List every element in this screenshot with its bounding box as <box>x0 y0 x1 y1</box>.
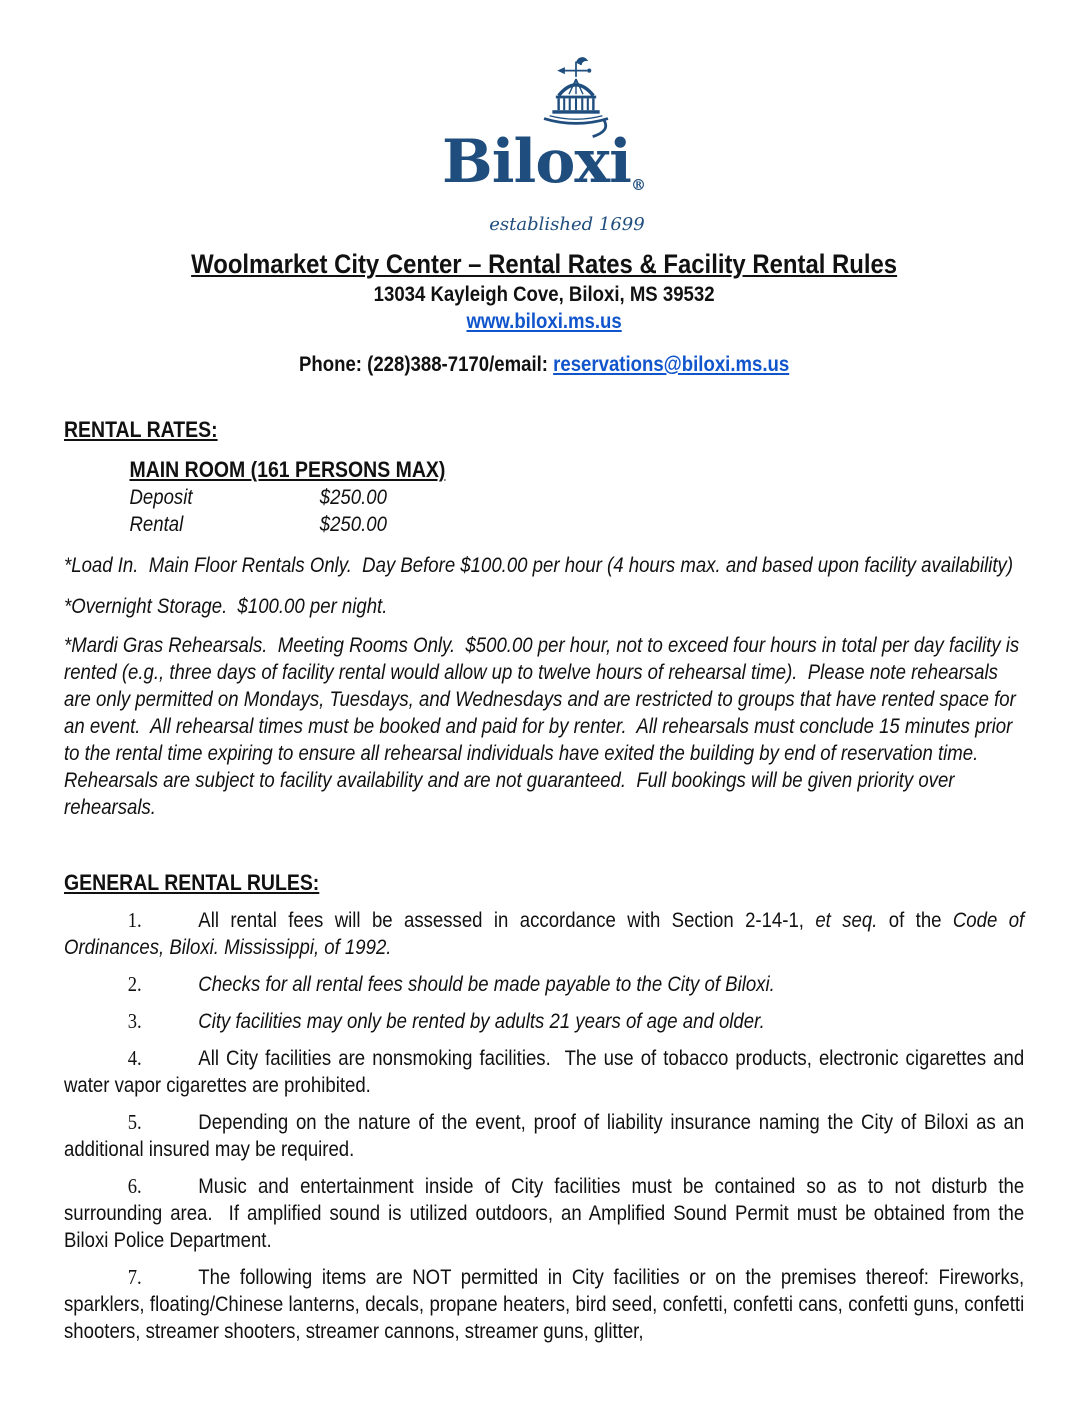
rule-number: 6. <box>127 1174 142 1198</box>
rule-text: All City facilities are nonsmoking facilities. The use of tobacco products, electronic cigarettes and water vapor cigarettes are prohibited. <box>64 1047 1030 1097</box>
rule-number: 1. <box>127 908 142 932</box>
rental-rates-heading: RENTAL RATES: <box>64 417 218 442</box>
rule-number: 3. <box>127 1009 142 1033</box>
rule-text: City facilities may only be rented by adults 21 years of age and older. <box>198 1010 765 1033</box>
general-rules-heading: GENERAL RENTAL RULES: <box>64 870 320 895</box>
rule-text: All rental fees will be assessed in accordance with Section 2-14-1, et seq. of the Code of Ordinances, Biloxi. Mississippi, of 1992. <box>64 909 1030 959</box>
phone-label: Phone: (228)388-7170/email: <box>299 353 554 376</box>
registered-mark: ® <box>630 176 646 194</box>
rule-item-2 <box>64 971 1024 998</box>
rule-item-5 <box>64 1109 1030 1163</box>
biloxi-logo <box>64 56 1024 235</box>
rule-text: Music and entertainment inside of City facilities must be contained so as to not disturb the surrounding area. If amplified sound is utilized outdoors, an Amplified Sound Permit must be obtained from the Biloxi Police Department. <box>64 1175 1030 1252</box>
note-load-in: *Load In. Main Floor Rentals Only. Day Before $100.00 per hour (4 hours max. and based upon facility availability) <box>64 554 1014 577</box>
rate-label: Rental <box>129 513 184 536</box>
rate-row-rental <box>129 511 1024 538</box>
logo-tagline: established 1699 <box>489 214 645 235</box>
document-content <box>64 247 1030 1345</box>
rule-number: 4. <box>127 1046 142 1070</box>
rule-text: The following items are NOT permitted in City facilities or on the premises thereof: Fireworks, sparklers, floating/Chinese lanterns, decals, propane heaters, bird seed, confetti, confetti cans, confetti guns, confetti shooters, streamer shooters, streamer cannons, streamer guns, glitter, <box>64 1266 1030 1343</box>
rule-number: 5. <box>127 1110 142 1134</box>
rule-number: 2. <box>127 972 142 996</box>
rule-item-7 <box>64 1264 1030 1345</box>
rule-text: Checks for all rental fees should be made payable to the City of Biloxi. <box>198 973 775 996</box>
note-mardi-gras: *Mardi Gras Rehearsals. Meeting Rooms Only. $500.00 per hour, not to exceed four hours in total per day facility is rented (e.g., three days of facility rental would allow up to twelve hours of rehearsal time). Please note rehearsals are only permitted on Mondays, Tuesdays, and Wednesdays and are restricted to groups that have rented space for an event. All rehearsal times must be booked and paid for by renter. All rehearsals must conclude 15 minutes prior to the rental time expiring to ensure all rehearsal individuals have exited the building by end of reservation time. Rehearsals are subject to facility availability and are not guaranteed. Full bookings will be given priority over rehearsals. <box>64 634 1025 819</box>
phone-line <box>64 351 1024 378</box>
website-link[interactable]: www.biloxi.ms.us <box>466 310 622 333</box>
email-link[interactable]: reservations@biloxi.ms.us <box>553 353 790 376</box>
rate-value: $250.00 <box>319 513 387 536</box>
logo-text: Biloxi <box>442 127 631 197</box>
note-overnight-storage: *Overnight Storage. $100.00 per night. <box>64 595 388 618</box>
address-line: 13034 Kayleigh Cove, Biloxi, MS 39532 <box>373 283 715 306</box>
rule-number: 7. <box>127 1265 142 1289</box>
website-line <box>64 308 1024 335</box>
rate-row-deposit <box>129 484 1024 511</box>
rule-item-1 <box>64 907 1030 961</box>
lighthouse-icon <box>516 56 636 138</box>
rule-text: Depending on the nature of the event, proof of liability insurance naming the City of Biloxi as an additional insured may be required. <box>64 1111 1030 1161</box>
main-room-heading: MAIN ROOM (161 PERSONS MAX) <box>129 457 446 482</box>
page-title: Woolmarket City Center – Rental Rates & Facility Rental Rules <box>191 249 898 279</box>
rate-label: Deposit <box>129 486 193 509</box>
logo-wordmark <box>64 127 1024 213</box>
rule-item-3 <box>64 1008 1024 1035</box>
rule-item-6 <box>64 1173 1030 1254</box>
rule-item-4 <box>64 1045 1030 1099</box>
rate-value: $250.00 <box>319 486 387 509</box>
